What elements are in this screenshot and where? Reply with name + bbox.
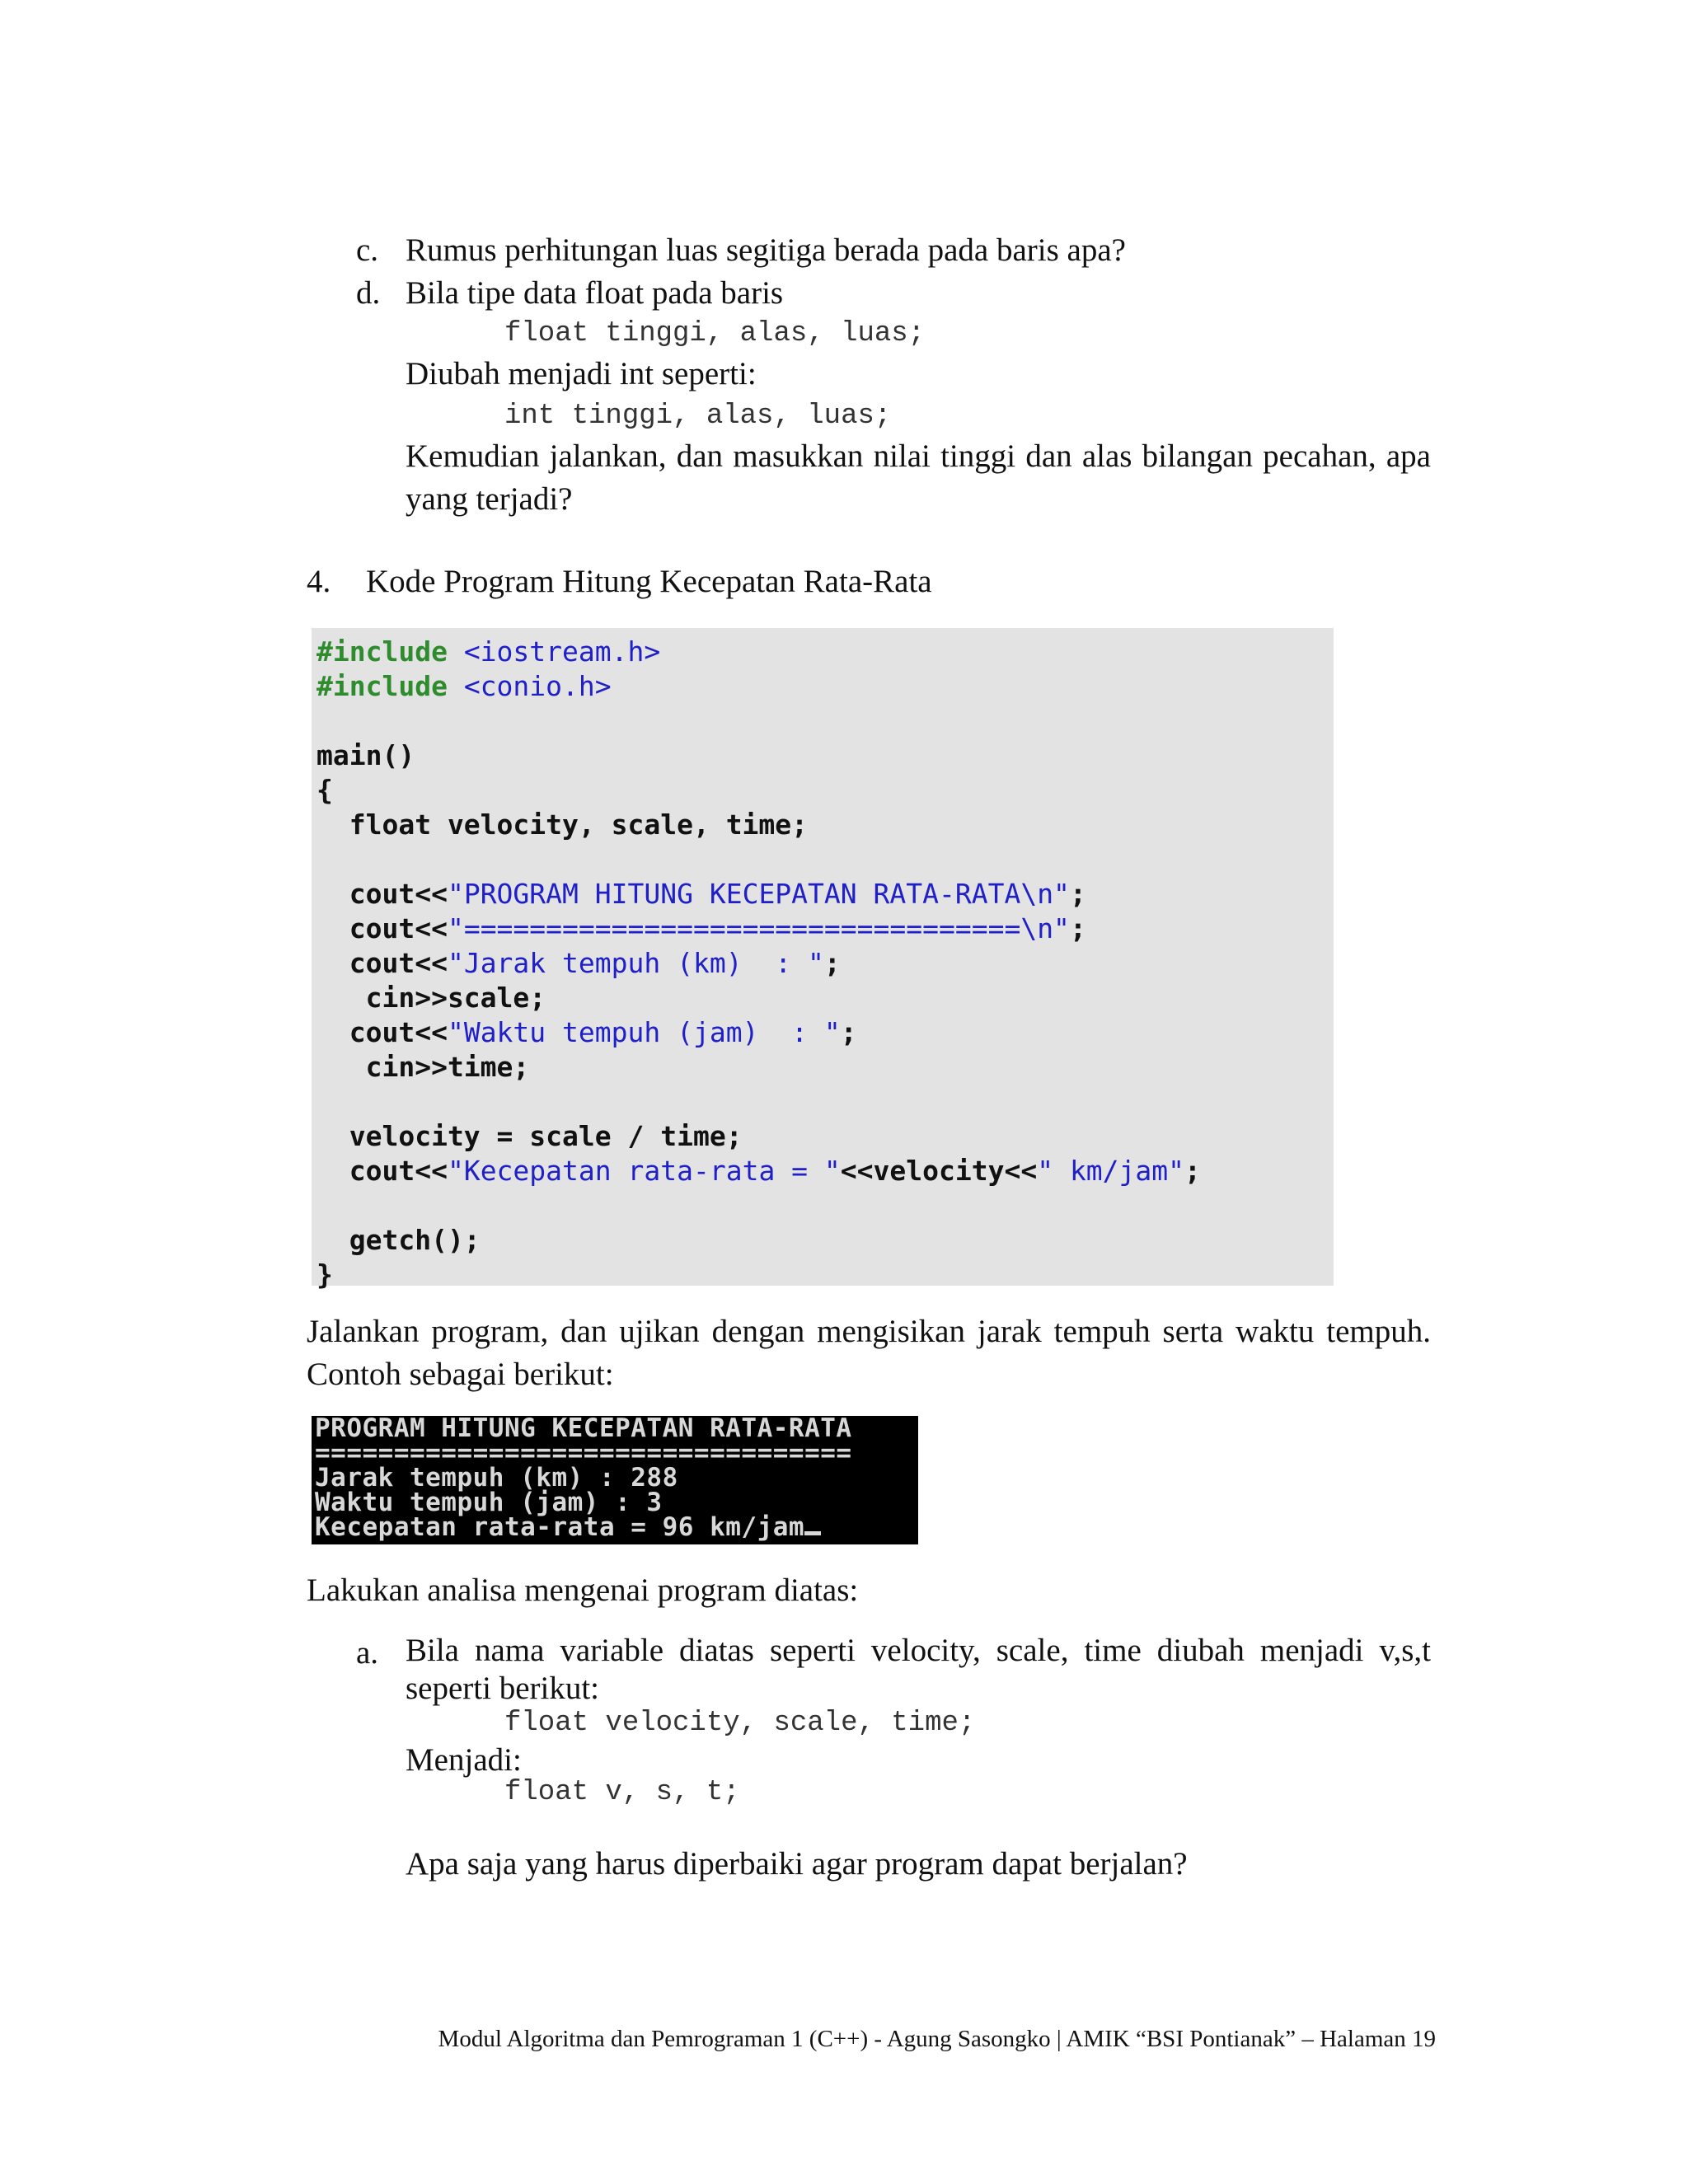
item-marker: c.	[356, 232, 379, 268]
console-line	[315, 1438, 852, 1468]
page-footer: Modul Algoritma dan Pemrograman 1 (C++) - Agung Sasongko | AMIK “BSI Pontianak” – Halaman 19	[438, 2026, 1436, 2052]
item-text: Bila tipe data float pada baris	[406, 275, 784, 311]
code-token: cout<<	[316, 878, 448, 910]
console-text: PROGRAM HITUNG KECEPATAN RATA-RATA	[315, 1416, 852, 1443]
console-output	[312, 1416, 918, 1544]
code-token: ;	[1184, 1155, 1201, 1187]
code-line	[316, 1015, 857, 1050]
code-line	[316, 1223, 481, 1258]
console-text: Kecepatan rata-rata = 96 km/jam	[315, 1512, 805, 1542]
console-line	[315, 1416, 852, 1441]
code-token: "Waktu tempuh (jam) : "	[447, 1016, 841, 1048]
item-marker: a.	[356, 1635, 379, 1671]
code-token: float velocity, scale, time;	[316, 808, 809, 841]
code-token: ;	[823, 947, 841, 979]
console-cursor	[804, 1531, 821, 1535]
code-token: ;	[1069, 912, 1086, 944]
code-token: velocity = scale / time;	[316, 1120, 743, 1152]
code-line	[316, 981, 546, 1015]
console-line	[315, 1512, 821, 1542]
code-line	[316, 1154, 1201, 1188]
code-token: "==================================\n"	[447, 912, 1070, 944]
code-line	[316, 1050, 529, 1085]
code-token: cout<<	[316, 912, 448, 944]
code-token: cout<<	[316, 947, 448, 979]
code-token: cin>>scale;	[316, 982, 546, 1014]
code-snippet-int: int tinggi, alas, luas;	[504, 401, 892, 432]
code-token: <iostream.h>	[463, 635, 661, 668]
code-token: main()	[316, 739, 415, 771]
item-text: Diubah menjadi int seperti:	[406, 356, 757, 391]
code-snippet-original: float velocity, scale, time;	[504, 1708, 976, 1739]
code-line	[316, 946, 841, 981]
code-token: cout<<	[316, 1016, 448, 1048]
run-instruction: Jalankan program, dan ujikan dengan mengisikan jarak tempuh serta waktu tempuh. Contoh sebagai berikut:	[307, 1314, 1431, 1392]
section-title: Kode Program Hitung Kecepatan Rata-Rata	[366, 564, 932, 599]
code-token: "Kecepatan rata-rata = "	[447, 1155, 841, 1187]
code-line	[316, 669, 612, 704]
code-token: "PROGRAM HITUNG KECEPATAN RATA-RATA\n"	[447, 878, 1070, 910]
console-text: Jarak tempuh (km) : 288	[315, 1463, 678, 1493]
code-token: cin>>time;	[316, 1051, 530, 1083]
item-text-paragraph: Kemudian jalankan, dan masukkan nilai tinggi dan alas bilangan pecahan, apa yang terjadi?	[406, 438, 1431, 517]
code-token: <<velocity<<	[840, 1155, 1038, 1187]
code-token: ;	[1069, 878, 1086, 910]
code-token: getch();	[316, 1224, 481, 1256]
code-token: #include	[316, 635, 464, 668]
code-snippet-float: float tinggi, alas, luas;	[504, 318, 926, 349]
analysis-intro: Lakukan analisa mengenai program diatas:	[307, 1572, 859, 1608]
console-line	[315, 1463, 678, 1493]
code-token: #include	[316, 670, 464, 702]
console-text: Waktu tempuh (jam) : 3	[315, 1488, 663, 1517]
console-line	[315, 1490, 663, 1515]
item-marker: d.	[356, 275, 381, 311]
code-token: ;	[840, 1016, 857, 1048]
console-text: ==================================	[315, 1438, 852, 1468]
code-token: }	[316, 1258, 333, 1291]
code-line	[316, 912, 1086, 946]
code-token: <conio.h>	[463, 670, 612, 702]
code-token: " km/jam"	[1037, 1155, 1185, 1187]
code-line	[316, 738, 415, 773]
code-line	[316, 1119, 743, 1154]
item-text: Menjadi:	[406, 1742, 522, 1778]
code-line	[316, 808, 808, 842]
code-token: {	[316, 774, 333, 806]
code-line	[316, 1258, 333, 1292]
code-line	[316, 635, 660, 669]
code-line	[316, 773, 333, 808]
analysis-question: Apa saja yang harus diperbaiki agar program dapat berjalan?	[406, 1846, 1188, 1882]
code-token: "Jarak tempuh (km) : "	[447, 947, 824, 979]
code-snippet-renamed: float v, s, t;	[504, 1777, 740, 1808]
item-text-paragraph: Bila nama variable diatas seperti velocity, scale, time diubah menjadi v,s,t seperti berikut:	[406, 1633, 1431, 1706]
code-listing	[312, 628, 1334, 1291]
code-token: cout<<	[316, 1155, 448, 1187]
code-line	[316, 877, 1086, 912]
section-number: 4.	[307, 564, 331, 599]
item-text: Rumus perhitungan luas segitiga berada pada baris apa?	[406, 232, 1126, 268]
